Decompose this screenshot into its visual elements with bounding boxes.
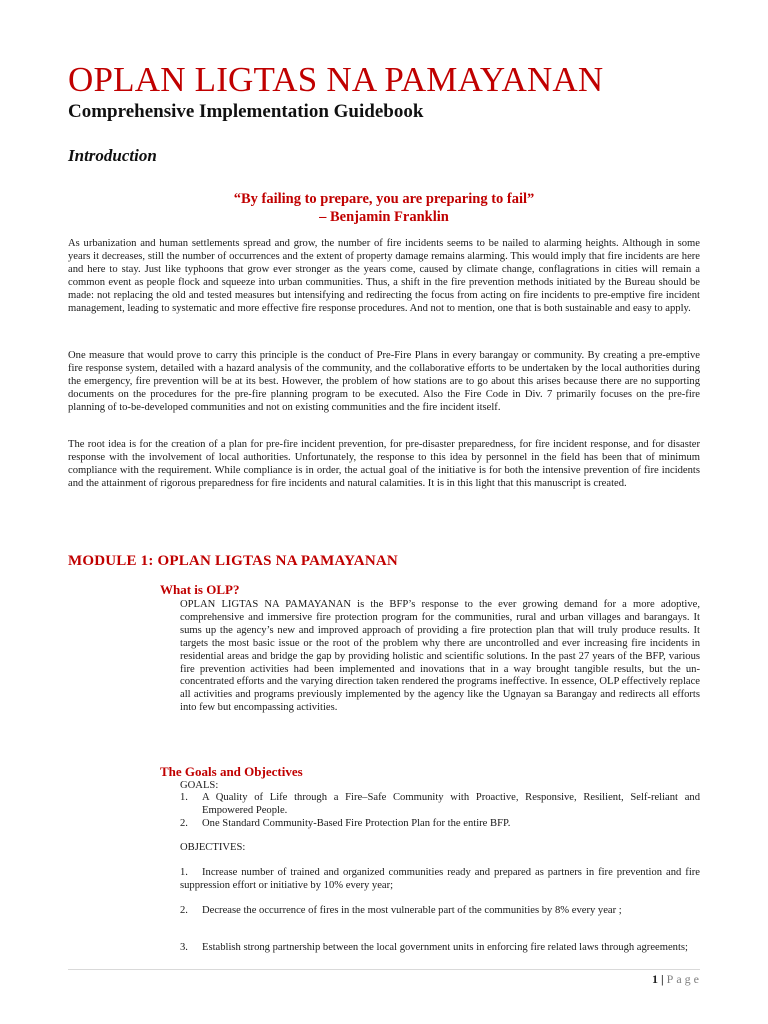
quote-text: “By failing to prepare, you are preparing to fail”	[233, 191, 535, 207]
goal-item	[180, 792, 700, 818]
goals-label: GOALS:	[180, 780, 219, 791]
module-1-heading: MODULE 1: OPLAN LIGTAS NA PAMAYANAN	[68, 553, 398, 569]
objective-number: 1.	[180, 867, 188, 878]
intro-paragraph: As urbanization and human settlements spread and grow, the number of fire incidents seems to be nailed to alarming heights. Although in some years it decreases, still the number of occurrences and the extent of property damage remains alarming. This would imply that fire incidents are here and here to stay. Just like typhoons that grow ever stronger as the years come, caused by climate change, conflagrations in cities will remain a common event as people flock and squeeze into urban communities. Thus, a shift in the fire prevention methods initiated by the Bureau should be made: not replacing the old and tested measures but intensifying and redirecting the focus from acting on fire incidents to pre-emptive fire incident management, leading to systematic and more effective fire response procedures. And not to mention, one that is both sustainable and easy to apply.	[68, 238, 700, 314]
intro-paragraph: The root idea is for the creation of a plan for pre-fire incident prevention, for pre-disaster preparedness, for fire incident response, and for disaster response with the involvement of local authorities. Unfortunately, the response to this idea by personnel in the field has been that of minimum compliance with the requirement. While compliance is in order, the actual goal of the initiative is for both the intensive prevention of fire incidents and the attainment of rigorous preparedness for fire incidents and natural calamities. It is in this light that this manuscript is created.	[68, 439, 700, 489]
what-is-olp-paragraph: OPLAN LIGTAS NA PAMAYANAN is the BFP’s response to the ever growing demand for a more adoptive, comprehensive and immersive fire protection program for the communities, rural and urban villages and barangays. It sums up the agency’s new and improved approach of providing a fire protection plan that will truly produce results. It targets the most basic issue or the root of the problem why there are uncontrolled and ever increasing fire incidents in residential areas and bridge the gap by providing holistic and scientific solutions. In the past 27 years of the BFP, various fire prevention activities had been implemented and inovations that in a way brought tangible results, but the un-concentrated efforts and the varying direction taken rendered the programs ineffective. In essence, OLP effectively replace all activities and programs previously implemented by the agency like the Ugnayan sa Barangay and redirects all efforts into few but encompassing activities.	[180, 599, 700, 714]
footer-divider	[68, 969, 700, 970]
epigraph-quote	[68, 190, 700, 226]
goal-number: 2.	[180, 817, 188, 829]
objective-text: Establish strong partnership between the local government units in enforcing fire related laws through agreements;	[202, 942, 688, 953]
document-subtitle: Comprehensive Implementation Guidebook	[68, 101, 424, 122]
objective-text: Increase number of trained and organized communities ready and prepared as partners in fire prevention and fire suppression effort or initiative by 10% every year;	[180, 867, 700, 891]
goals-objectives-heading: The Goals and Objectives	[160, 764, 303, 779]
page-number: 1	[652, 972, 659, 986]
quote-author: – Benjamin Franklin	[319, 209, 449, 225]
objective-item	[180, 905, 700, 918]
objective-number: 2.	[180, 905, 188, 916]
document-title: OPLAN LIGTAS NA PAMAYANAN	[68, 60, 604, 99]
objective-number: 3.	[180, 942, 188, 953]
introduction-heading: Introduction	[68, 146, 157, 165]
goals-list	[180, 792, 700, 831]
what-is-olp-heading: What is OLP?	[160, 582, 240, 597]
objective-item	[180, 867, 700, 893]
objective-text: Decrease the occurrence of fires in the most vulnerable part of the communities by 8% every year ;	[202, 905, 622, 916]
goal-text: A Quality of Life through a Fire–Safe Community with Proactive, Responsive, Resilient, Self-reliant and Empowered People.	[202, 792, 700, 816]
page-label: Page	[666, 972, 702, 986]
objectives-label: OBJECTIVES:	[180, 842, 246, 853]
goal-item	[180, 818, 700, 831]
intro-paragraph: One measure that would prove to carry this principle is the conduct of Pre-Fire Plans in every barangay or community. By creating a pre-emptive fire response system, detailed with a hazard analysis of the community, and the collaborative efforts to be undertaken by the local authorities during the emergency, fire prevention will be at its best. However, the problem of how stations are to go about this arises because there are no supporting documents on the procedures for the pre-fire planning program to be executed. Also the Fire Code in Div. 7 primarily focuses on the pre-fire planning of to-be-developed communities and not on existing communities and the fire incident itself.	[68, 350, 700, 413]
objective-item	[180, 942, 700, 955]
page-footer	[652, 972, 702, 987]
goal-text: One Standard Community-Based Fire Protection Plan for the entire BFP.	[202, 817, 511, 829]
goal-number: 1.	[180, 792, 188, 803]
footer-separator: |	[661, 972, 664, 986]
